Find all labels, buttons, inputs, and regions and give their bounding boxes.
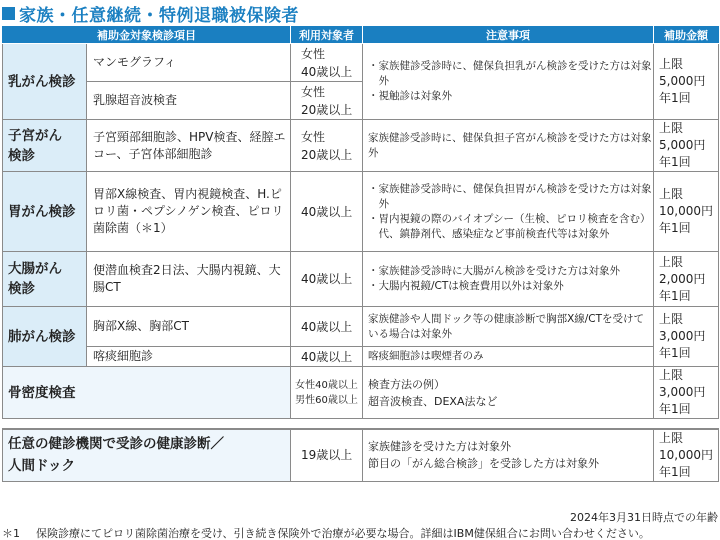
note-breast: ・家族健診受診時に、健保負担乳がん検診を受けた方は対象外 ・視触診は対象外 (363, 44, 654, 120)
note-stomach: ・家族健診受診時に、健保負担胃がん検診を受けた方は対象外 ・胃内視鏡の際のバイオプシー（生検、ピロリ検査を含む）代、鎮静剤代、感染症など事前検査代等は対象外 (363, 172, 654, 252)
amount-lung: 上限 3,000円 年1回 (654, 307, 719, 367)
note-lung-1: 家族健診や人間ドック等の健康診断で胸部X線/CTを受けている場合は対象外 (363, 307, 654, 347)
note-uterus: 家族健診受診時に、健保負担子宮がん検診を受けた方は対象外 (363, 120, 654, 172)
header-items: 補助金対象検診項目 (3, 27, 291, 44)
user-lung-2: 40歳以上 (291, 347, 363, 367)
table-row (3, 307, 719, 347)
item-mammography: マンモグラフィ (87, 44, 291, 82)
category-uterus: 子宮がん 検診 (3, 120, 87, 172)
amount-stomach: 上限 10,000円 年1回 (654, 172, 719, 252)
note-bone: 検査方法の例） 超音波検査、DEXA法など (363, 367, 654, 419)
category-dock: 任意の健診機関で受診の健康診断／ 人間ドック (3, 429, 291, 482)
item-breast-ultrasound: 乳腺超音波検査 (87, 82, 291, 120)
item-stomach: 胃部X線検査、胃内視鏡検査、H.ピロリ菌・ペプシノゲン検査、ピロリ菌除菌（＊1） (87, 172, 291, 252)
title-square-icon (2, 7, 15, 20)
item-uterus: 子宮頸部細胞診、HPV検査、経膣エコー、子宮体部細胞診 (87, 120, 291, 172)
category-stomach: 胃がん検診 (3, 172, 87, 252)
table-separator (3, 419, 719, 429)
user-uterus: 女性 20歳以上 (291, 120, 363, 172)
table-row (3, 172, 719, 252)
amount-uterus: 上限 5,000円 年1回 (654, 120, 719, 172)
note-colon: ・家族健診受診時に大腸がん検診を受けた方は対象外 ・大腸内視鏡/CTは検査費用以外は対象外 (363, 252, 654, 307)
user-colon: 40歳以上 (291, 252, 363, 307)
note-dock: 家族健診を受けた方は対象外 節目の「がん総合検診」を受診した方は対象外 (363, 429, 654, 482)
user-stomach: 40歳以上 (291, 172, 363, 252)
table-row (3, 252, 719, 307)
amount-dock: 上限 10,000円 年1回 (654, 429, 719, 482)
table-header-row (3, 27, 719, 44)
header-amount: 補助金額 (654, 27, 719, 44)
table-row (3, 44, 719, 82)
amount-bone: 上限 3,000円 年1回 (654, 367, 719, 419)
category-bone: 骨密度検査 (3, 367, 291, 419)
amount-colon: 上限 2,000円 年1回 (654, 252, 719, 307)
item-lung-xray: 胸部X線、胸部CT (87, 307, 291, 347)
page-title (2, 1, 299, 25)
table-row (3, 367, 719, 419)
footnote-mark: ＊1 (2, 527, 20, 540)
title-text: 家族・任意継続・特例退職被保険者 (19, 5, 299, 26)
category-breast: 乳がん検診 (3, 44, 87, 120)
item-colon: 便潜血検査2日法、大腸内視鏡、大腸CT (87, 252, 291, 307)
user-bone: 女性40歳以上 男性60歳以上 (291, 367, 363, 419)
note-lung-2: 喀痰細胞診は喫煙者のみ (363, 347, 654, 367)
separator-cell (3, 419, 719, 429)
footnote-text: 保険診療にてピロリ菌除菌治療を受け、引き続き保険外で治療が必要な場合。詳細はIBM健保組合にお問い合わせください。 (36, 527, 650, 540)
user-dock: 19歳以上 (291, 429, 363, 482)
table-row (3, 347, 719, 367)
category-colon: 大腸がん 検診 (3, 252, 87, 307)
category-lung: 肺がん検診 (3, 307, 87, 367)
table-row (3, 429, 719, 482)
footnote (2, 525, 650, 540)
user-lung-1: 40歳以上 (291, 307, 363, 347)
table-row (3, 120, 719, 172)
item-lung-sputum: 喀痰細胞診 (87, 347, 291, 367)
header-notes: 注意事項 (363, 27, 654, 44)
user-breast-1: 女性 40歳以上 (291, 44, 363, 82)
header-user: 利用対象者 (291, 27, 363, 44)
amount-breast: 上限 5,000円 年1回 (654, 44, 719, 120)
user-breast-2: 女性 20歳以上 (291, 82, 363, 120)
as-of-note: 2024年3月31日時点での年齢 (570, 511, 718, 524)
subsidy-table (2, 26, 719, 482)
